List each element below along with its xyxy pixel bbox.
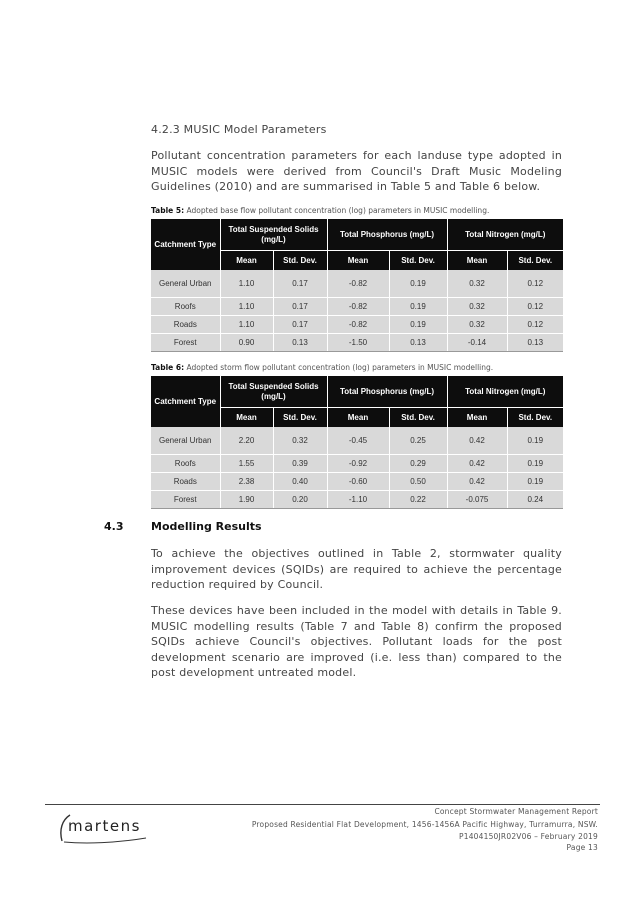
header-tp: Total Phosphorus (mg/L)	[327, 219, 447, 251]
cell-value: -0.82	[327, 316, 389, 334]
cell-catchment: General Urban	[151, 270, 220, 298]
cell-value: -1.50	[327, 334, 389, 352]
cell-value: 0.24	[507, 491, 563, 509]
header-catchment: Catchment Type	[151, 376, 220, 427]
cell-catchment: General Urban	[151, 427, 220, 455]
cell-value: -0.60	[327, 473, 389, 491]
table-row	[151, 491, 563, 509]
table-row	[151, 473, 563, 491]
cell-value: 1.10	[220, 316, 273, 334]
cell-value: 0.19	[389, 270, 447, 298]
cell-value: 0.17	[273, 316, 327, 334]
table6-stormflow	[151, 376, 563, 509]
paragraph-pollutant-parameters: Pollutant concentration parameters for each landuse type adopted in MUSIC models were derived from Council's Draft Music Modeling Guidelines (2010) and are summarised in Table 5 and Table 6 below.	[151, 149, 562, 193]
header-mean: Mean	[220, 251, 273, 271]
header-catchment: Catchment Type	[151, 219, 220, 270]
cell-value: 0.19	[507, 427, 563, 455]
footer-report-title: Concept Stormwater Management Report	[434, 807, 598, 816]
table-row	[151, 298, 563, 316]
cell-value: 1.90	[220, 491, 273, 509]
header-mean: Mean	[447, 408, 507, 428]
header-std: Std. Dev.	[273, 251, 327, 271]
cell-value: 0.17	[273, 270, 327, 298]
header-mean: Mean	[327, 408, 389, 428]
cell-value: -0.82	[327, 298, 389, 316]
paragraph-objectives: To achieve the objectives outlined in Table 2, stormwater quality improvement devices (SQIDs) are required to achieve the percentage reduction required by Council.	[151, 547, 562, 591]
cell-value: 0.50	[389, 473, 447, 491]
cell-value: -0.45	[327, 427, 389, 455]
cell-value: 2.20	[220, 427, 273, 455]
cell-value: 0.42	[447, 473, 507, 491]
cell-value: 0.12	[507, 270, 563, 298]
header-std: Std. Dev.	[389, 251, 447, 271]
cell-value: 0.20	[273, 491, 327, 509]
cell-value: 0.42	[447, 455, 507, 473]
header-std: Std. Dev.	[507, 408, 563, 428]
paragraph-modelling-results: These devices have been included in the model with details in Table 9. MUSIC modelling results (Table 7 and Table 8) confirm the proposed SQIDs achieve Council's objectives. Pollutant loads for the post development scenario are improved (i.e. less than) compared to the post development untreated model.	[151, 604, 562, 679]
table6-caption-text: Adopted storm flow pollutant concentration (log) parameters in MUSIC modelling.	[186, 363, 494, 372]
header-tn: Total Nitrogen (mg/L)	[447, 376, 563, 408]
cell-value: 1.10	[220, 270, 273, 298]
section-number: 4.3	[104, 520, 124, 533]
header-tp: Total Phosphorus (mg/L)	[327, 376, 447, 408]
cell-value: 0.22	[389, 491, 447, 509]
cell-value: 0.42	[447, 427, 507, 455]
footer-project: Proposed Residential Flat Development, 1456-1456A Pacific Highway, Turramurra, NSW.	[251, 820, 598, 829]
header-mean: Mean	[327, 251, 389, 271]
table5-caption	[151, 206, 489, 215]
table5-caption-text: Adopted base flow pollutant concentration (log) parameters in MUSIC modelling.	[186, 206, 490, 215]
header-tss: Total Suspended Solids (mg/L)	[220, 376, 327, 408]
cell-value: 0.32	[273, 427, 327, 455]
cell-value: 1.10	[220, 298, 273, 316]
cell-value: 0.32	[447, 298, 507, 316]
table6-caption	[151, 363, 493, 372]
cell-value: 0.39	[273, 455, 327, 473]
cell-catchment: Forest	[151, 334, 220, 352]
cell-catchment: Roofs	[151, 298, 220, 316]
footer-reference: P1404150JR02V06 – February 2019	[459, 832, 598, 841]
cell-value: 0.13	[507, 334, 563, 352]
cell-catchment: Roads	[151, 473, 220, 491]
cell-value: 0.29	[389, 455, 447, 473]
cell-value: 0.12	[507, 316, 563, 334]
cell-value: 0.32	[447, 270, 507, 298]
header-std: Std. Dev.	[389, 408, 447, 428]
subsection-heading: 4.2.3 MUSIC Model Parameters	[151, 123, 327, 136]
cell-value: -0.92	[327, 455, 389, 473]
cell-value: 0.19	[507, 473, 563, 491]
header-mean: Mean	[447, 251, 507, 271]
cell-catchment: Roads	[151, 316, 220, 334]
table-row	[151, 316, 563, 334]
header-tss: Total Suspended Solids (mg/L)	[220, 219, 327, 251]
footer-divider	[45, 804, 600, 805]
header-std: Std. Dev.	[507, 251, 563, 271]
logo-wordmark: martens	[68, 817, 141, 835]
table6-caption-label: Table 6:	[151, 363, 185, 372]
table5-caption-label: Table 5:	[151, 206, 185, 215]
cell-value: 1.55	[220, 455, 273, 473]
table-row	[151, 334, 563, 352]
cell-value: 0.19	[507, 455, 563, 473]
cell-value: 0.19	[389, 316, 447, 334]
cell-value: -1.10	[327, 491, 389, 509]
cell-value: -0.075	[447, 491, 507, 509]
cell-value: 0.32	[447, 316, 507, 334]
table-row	[151, 455, 563, 473]
cell-value: 0.25	[389, 427, 447, 455]
header-tn: Total Nitrogen (mg/L)	[447, 219, 563, 251]
cell-value: 0.13	[389, 334, 447, 352]
table5-baseflow	[151, 219, 563, 352]
cell-catchment: Roofs	[151, 455, 220, 473]
cell-value: -0.82	[327, 270, 389, 298]
cell-value: 0.12	[507, 298, 563, 316]
cell-value: 0.90	[220, 334, 273, 352]
header-mean: Mean	[220, 408, 273, 428]
table-row	[151, 270, 563, 298]
cell-value: 2.38	[220, 473, 273, 491]
cell-value: 0.40	[273, 473, 327, 491]
cell-value: 0.17	[273, 298, 327, 316]
cell-value: 0.19	[389, 298, 447, 316]
section-title: Modelling Results	[151, 520, 262, 533]
footer-page-number: Page 13	[566, 843, 598, 852]
cell-catchment: Forest	[151, 491, 220, 509]
table-row	[151, 427, 563, 455]
cell-value: -0.14	[447, 334, 507, 352]
cell-value: 0.13	[273, 334, 327, 352]
header-std: Std. Dev.	[273, 408, 327, 428]
